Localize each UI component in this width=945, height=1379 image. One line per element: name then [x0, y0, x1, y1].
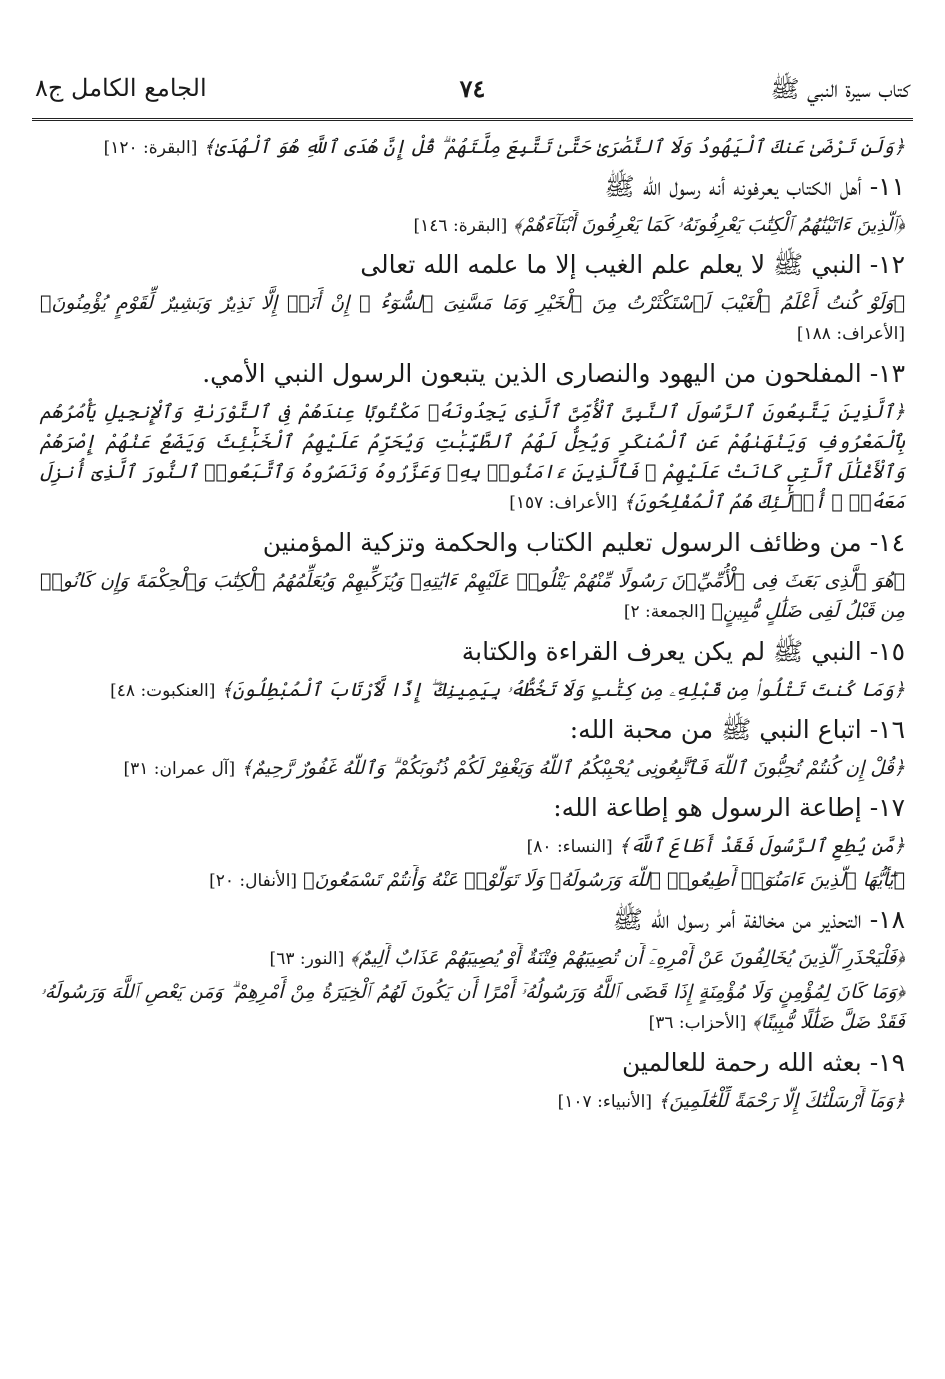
section-title: اتباع النبي ﷺ من محبة الله: [569, 715, 862, 744]
quran-verse [40, 397, 905, 518]
quran-verse [40, 288, 905, 349]
header-divider [32, 118, 913, 121]
section-heading [40, 789, 905, 827]
section-heading [40, 524, 905, 562]
verse-reference: [العنكبوت: ٤٨] [110, 681, 216, 701]
quran-verse [40, 943, 905, 973]
section-number: ١١- [869, 172, 905, 201]
verse-text: ﴿فَلْيَحْذَرِ ٱلَّذِينَ يُخَالِفُونَ عَنْ أَمْرِهِۦٓ أَن تُصِيبَهُمْ فِتْنَةٌ أَوْ يُصِيبَهُمْ عَذَابٌ أَلِيمٌ﴾ [350, 947, 905, 969]
section-heading [40, 168, 905, 206]
quran-verse [40, 210, 905, 240]
verse-reference: [الأعراف: ١٨٨] [796, 324, 905, 344]
verse-reference: [الأعراف: ١٥٧] [509, 493, 618, 513]
verse-reference: [الأنبياء: ١٠٧] [557, 1092, 653, 1112]
header-book-title: كتاب سيرة النبي ﷺ [770, 75, 910, 103]
verse-reference: [النور: ٦٣] [269, 949, 345, 969]
verse-text: ﴿هُوَ ٱلَّذِى بَعَثَ فِى ٱلْأُمِّيِّۦنَ رَسُولًا مِّنْهُمْ يَتْلُوا۟ عَلَيْهِمْ ءَايَٰتِهِۦ وَيُزَكِّيهِمْ وَيُعَلِّمُهُمُ ٱلْكِتَٰبَ وَٱلْحِكْمَةَ وَإِن كَانُوا۟ مِن قَبْلُ لَفِى ضَلَٰلٍ مُّبِينٍ﴾ [40, 570, 905, 622]
section-title: المفلحون من اليهود والنصارى الذين يتبعون الرسول النبي الأمي. [202, 359, 862, 388]
quran-verse [40, 132, 905, 162]
section-title: أهل الكتاب يعرفونه أنه رسول الله ﷺ [604, 172, 862, 201]
quran-verse [40, 977, 905, 1038]
verse-text: ﴿ٱلَّذِينَ ءَاتَيْنَٰهُمُ ٱلْكِتَٰبَ يَعْرِفُونَهُۥ كَمَا يَعْرِفُونَ أَبْنَآءَهُمْ﴾ [513, 214, 905, 236]
quran-verse [40, 1086, 905, 1116]
verse-text: ﴿ٱلَّذِينَ يَتَّبِعُونَ ٱلرَّسُولَ ٱلنَّبِىَّ ٱلْأُمِّىَّ ٱلَّذِى يَجِدُونَهُۥ مَكْتُوبًا عِندَهُمْ فِى ٱلتَّوْرَىٰةِ وَٱلْإِنجِيلِ يَأْمُرُهُم بِٱلْمَعْرُوفِ وَيَنْهَىٰهُمْ عَنِ ٱلْمُنكَرِ وَيُحِلُّ لَهُمُ ٱلطَّيِّبَٰتِ وَيُحَرِّمُ عَلَيْهِمُ ٱلْخَبَٰٓئِثَ وَيَضَعُ عَنْهُمْ إِصْرَهُمْ وَٱلْأَغْلَٰلَ ٱلَّتِى كَانَتْ عَلَيْهِمْ ۚ فَٱلَّذِينَ ءَامَنُوا۟ بِهِۦ وَعَزَّرُوهُ وَنَصَرُوهُ وَٱتَّبَعُوا۟ ٱلنُّورَ ٱلَّذِىٓ أُنزِلَ مَعَهُۥٓ ۙ أُو۟لَٰٓئِكَ هُمُ ٱلْمُفْلِحُونَ﴾ [40, 401, 905, 513]
section-title: التحذير من مخالفة أمر رسول الله ﷺ [612, 905, 862, 934]
section-title: من وظائف الرسول تعليم الكتاب والحكمة وتزكية المؤمنين [262, 528, 862, 557]
verse-text: ﴿مَّن يُطِعِ ٱلرَّسُولَ فَقَدْ أَطَاعَ ٱللَّهَ﴾ [618, 835, 905, 857]
section-heading [40, 1044, 905, 1082]
section-number: ١٥- [869, 637, 905, 666]
page-number: ٧٤ [459, 74, 486, 103]
quran-verse [40, 865, 905, 895]
section-heading [40, 633, 905, 671]
header-volume-title: الجامع الكامل ج٨ [35, 74, 207, 102]
section-heading [40, 246, 905, 284]
quran-verse [40, 566, 905, 627]
running-header [30, 74, 915, 110]
verse-text: ﴿وَمَا كَانَ لِمُؤْمِنٍ وَلَا مُؤْمِنَةٍ إِذَا قَضَى ٱللَّهُ وَرَسُولُهُۥٓ أَمْرًا أَن يَكُونَ لَهُمُ ٱلْخِيَرَةُ مِنْ أَمْرِهِمْ ۗ وَمَن يَعْصِ ٱللَّهَ وَرَسُولَهُۥ فَقَدْ ضَلَّ ضَلَٰلًا مُّبِينًا﴾ [40, 981, 905, 1033]
quran-verse [40, 753, 905, 783]
verse-text: ﴿وَمَا كُنتَ تَتْلُوا۟ مِن قَبْلِهِۦ مِن كِتَٰبٍ وَلَا تَخُطُّهُۥ بِيَمِينِكَ ۖ إِذًا لَّٱرْتَابَ ٱلْمُبْطِلُونَ﴾ [221, 679, 905, 701]
page-body [40, 128, 905, 1118]
quran-verse [40, 675, 905, 705]
section-heading [40, 901, 905, 939]
verse-reference: [البقرة: ١٢٠] [103, 138, 198, 158]
section-number: ١٩- [869, 1048, 905, 1077]
section-number: ١٢- [869, 250, 905, 279]
verse-reference: [الأنفال: ٢٠] [209, 871, 298, 891]
section-title: النبي ﷺ لم يكن يعرف القراءة والكتابة [461, 637, 862, 666]
section-number: ١٦- [869, 715, 905, 744]
verse-reference: [النساء: ٨٠] [526, 837, 613, 857]
verse-text: ﴿يَٰٓأَيُّهَا ٱلَّذِينَ ءَامَنُوٓا۟ أَطِيعُوا۟ ٱللَّهَ وَرَسُولَهُۥ وَلَا تَوَلَّوْا۟ عَنْهُ وَأَنتُمْ تَسْمَعُونَ﴾ [303, 869, 905, 891]
quran-verse [40, 831, 905, 861]
section-number: ١٣- [869, 359, 905, 388]
verse-reference: [الجمعة: ٢] [623, 602, 706, 622]
section-number: ١٤- [869, 528, 905, 557]
verse-reference: [البقرة: ١٤٦] [413, 216, 508, 236]
section-title: إطاعة الرسول هو إطاعة الله: [553, 793, 862, 822]
section-heading [40, 355, 905, 393]
verse-reference: [آل عمران: ٣١] [123, 759, 236, 779]
section-title: بعثه الله رحمة للعالمين [622, 1048, 862, 1077]
section-heading [40, 711, 905, 749]
verse-text: ﴿وَمَآ أَرْسَلْنَٰكَ إِلَّا رَحْمَةً لِّلْعَٰلَمِينَ﴾ [658, 1090, 905, 1112]
section-number: ١٧- [869, 793, 905, 822]
verse-text: ﴿وَلَن تَرْضَىٰ عَنكَ ٱلْيَهُودُ وَلَا ٱلنَّصَٰرَىٰ حَتَّىٰ تَتَّبِعَ مِلَّتَهُمْ ۗ قُلْ إِنَّ هُدَى ٱللَّهِ هُوَ ٱلْهُدَىٰ﴾ [203, 136, 905, 158]
section-number: ١٨- [869, 905, 905, 934]
section-title: النبي ﷺ لا يعلم علم الغيب إلا ما علمه الله تعالى [360, 250, 862, 279]
verse-text: ﴿قُلْ إِن كُنتُمْ تُحِبُّونَ ٱللَّهَ فَٱتَّبِعُونِى يُحْبِبْكُمُ ٱللَّهُ وَيَغْفِرْ لَكُمْ ذُنُوبَكُمْ ۗ وَٱللَّهُ غَفُورٌ رَّحِيمٌ﴾ [241, 757, 905, 779]
verse-reference: [الأحزاب: ٣٦] [648, 1013, 747, 1033]
verse-text: ﴿وَلَوْ كُنتُ أَعْلَمُ ٱلْغَيْبَ لَٱسْتَكْثَرْتُ مِنَ ٱلْخَيْرِ وَمَا مَسَّنِىَ ٱلسُّوٓءُ ۚ إِنْ أَنَا۠ إِلَّا نَذِيرٌ وَبَشِيرٌ لِّقَوْمٍ يُؤْمِنُونَ﴾ [40, 292, 905, 314]
